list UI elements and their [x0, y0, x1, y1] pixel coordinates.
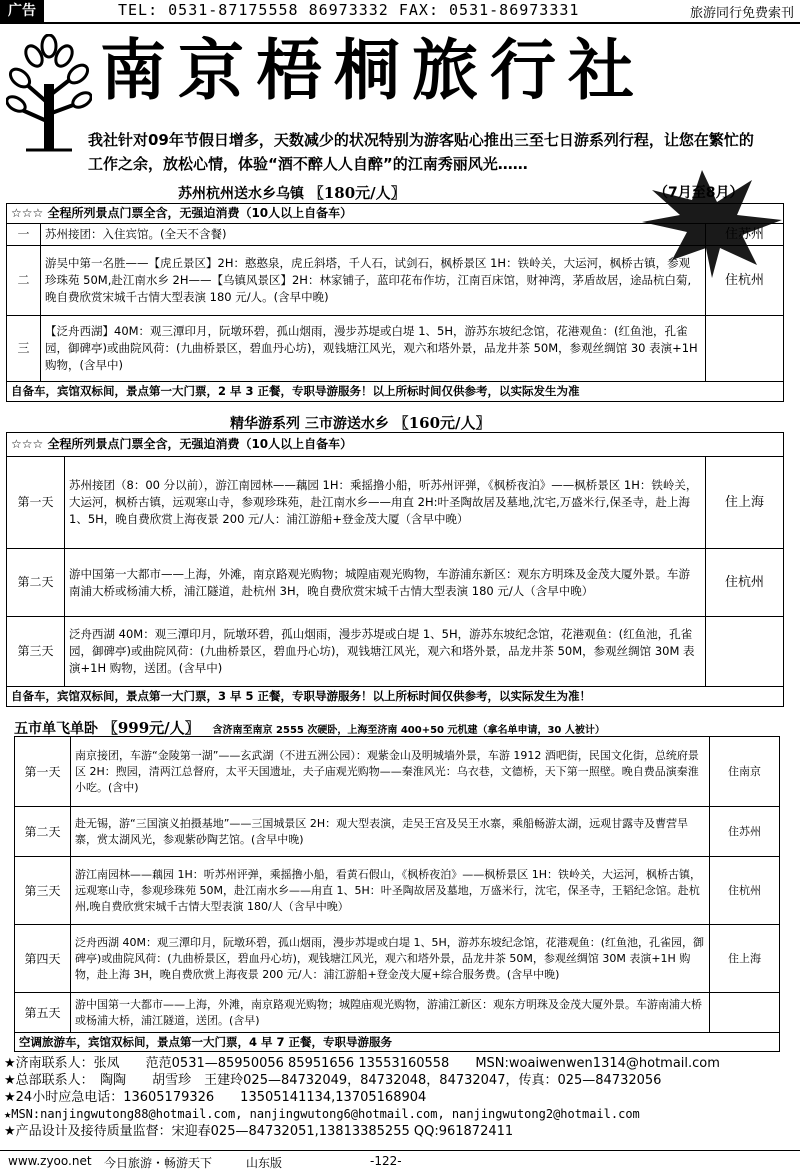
day-label: 第三天 — [15, 857, 71, 925]
day-itinerary: 泛舟西湖 40M：观三潭印月，阮墩环碧，孤山烟雨，漫步苏堤或白堤 1、5H，游苏东坡纪念馆，花港观鱼：(红鱼池，孔雀园，御碑亭)或曲院风荷：(九曲桥景区，碧血丹心坊)，观钱塘江风光，观六和塔外景，品龙井茶 50M，参观丝绸馆 30M 表演+1H 购物，送团。(含早中) — [65, 617, 706, 687]
footer-line: ★24小时应急电话：13605179326 13505141134,13705168904 — [4, 1090, 427, 1105]
section1-note: 自备车，宾馆双标间，景点第一大门票，2 早 3 正餐，专职导游服务！以上所标时间仅供参考，以实际发生为准 — [7, 382, 784, 402]
day-label: 第三天 — [7, 617, 65, 687]
section1-price: 〖180元/人〗 — [308, 184, 406, 202]
top-bar — [0, 0, 800, 24]
day-stay — [706, 617, 784, 687]
table-row — [15, 737, 780, 807]
page-number: -122- — [370, 1154, 402, 1168]
section1-header: ☆☆☆ 全程所列景点门票全含，无强迫消费（10人以上自备车） — [7, 204, 784, 224]
day-label: 第四天 — [15, 925, 71, 993]
bottom-bar — [0, 1150, 800, 1172]
site-url: www.zyoo.net — [8, 1154, 92, 1168]
slogan: 今日旅游・畅游天下 — [104, 1156, 213, 1170]
day-itinerary: 苏州接团：入住宾馆。(全天不含餐) — [41, 224, 706, 246]
section3-price: 〖999元/人〗 — [102, 719, 200, 737]
day-itinerary: 【泛舟西湖】40M：观三潭印月，阮墩环碧，孤山烟雨，漫步苏堤或白堤 1、5H，游苏东坡纪念馆，花港观鱼：(红鱼池，孔雀园，御碑亭)或曲院风荷：(九曲桥景区，碧血丹心坊)，观钱塘江风光，观六和塔外景，品龙井茶 50M，参观丝绸馆 30 表演+1H 购物，(含早中) — [41, 316, 706, 382]
day-stay: 住苏州 — [710, 807, 780, 857]
header-contact: TEL: 0531-87175558 86973332 FAX: 0531-86973331 — [118, 1, 580, 19]
edition: 山东版 — [246, 1156, 283, 1170]
day-itinerary: 游中国第一大都市——上海，外滩，南京路观光购物；城隍庙观光购物，游浦江新区：观东方明珠及金茂大厦外景。车游南浦大桥或杨浦大桥，浦江隧道，送团。(含早) — [71, 993, 710, 1033]
section2-title-row — [230, 412, 491, 433]
section2-title: 精华游系列 三市游送水乡 — [230, 416, 389, 432]
section1-title: 苏州杭州送水乡乌镇 — [178, 186, 304, 202]
day-stay: 住苏州 — [706, 224, 784, 246]
table-row — [15, 925, 780, 993]
table-row — [7, 316, 784, 382]
table-row — [7, 549, 784, 617]
section1-title-row — [178, 182, 406, 203]
section3-note-line: 含济南至南京 2555 次硬卧，上海至济南 400+50 元机建（拿名单申请，30 人被计） — [212, 725, 605, 736]
day-label: 三 — [7, 316, 41, 382]
section2-price: 〖160元/人〗 — [393, 414, 491, 432]
section2-header: ☆☆☆ 全程所列景点门票全含，无强迫消费（10人以上自备车） — [7, 433, 784, 457]
section2-table — [6, 432, 784, 707]
table-row — [7, 224, 784, 246]
day-label: 二 — [7, 246, 41, 316]
day-itinerary: 泛舟西湖 40M：观三潭印月，阮墩环碧，孤山烟雨，漫步苏堤或白堤 1、5H，游苏东坡纪念馆，花港观鱼：(红鱼池，孔雀园，御碑亭)或曲院风荷：(九曲桥景区，碧血丹心坊)，观钱塘江风光，观六和塔外景，品龙井茶 50M，参观丝绸馆 30M 表演+1H 购物，赴上海 3H，晚自费欣赏上海夜景 200 元/人：浦江游船+登金茂大厦+综合服务费。(含早中晚) — [71, 925, 710, 993]
day-label: 一 — [7, 224, 41, 246]
day-itinerary: 南京接团，车游“金陵第一湖”——玄武湖（不进五洲公园）：观紫金山及明城墙外景，车游 1912 酒吧街，民国文化街，总统府景区 2H：煦园，清两江总督府，太平天国遗址，夫子庙观光购物——秦淮风光：乌衣巷，文德桥，天下第一照壁。晚自费品演秦淮小吃。(含中) — [71, 737, 710, 807]
day-itinerary: 游吴中第一名胜——【虎丘景区】2H：憨憨泉，虎丘斜塔，千人石，试剑石，枫桥景区 1H：铁岭关，大运河，枫桥古镇，参观珍珠苑 50M,赴江南水乡 2H——【乌镇风景区】2H：林家铺子，蓝印花布作坊，江南百床馆，财神湾，茅盾故居，途品杭白菊,晚自费欣赏宋城千古情大型表演 180 元/人。(含早中晚) — [41, 246, 706, 316]
contact-footer — [4, 1055, 794, 1140]
section3-note: 空调旅游车，宾馆双标间，景点第一大门票，4 早 7 正餐，专职导游服务 — [15, 1033, 780, 1052]
table-row — [15, 857, 780, 925]
section3-title: 五市单飞单卧 — [14, 721, 98, 737]
day-label: 第五天 — [15, 993, 71, 1033]
day-label: 第一天 — [15, 737, 71, 807]
day-stay: 住南京 — [710, 737, 780, 807]
header-right-label: 旅游同行免费索刊 — [689, 6, 794, 21]
tree-logo-icon — [6, 34, 92, 154]
table-row — [7, 617, 784, 687]
day-label: 第二天 — [15, 807, 71, 857]
day-stay: 住上海 — [710, 925, 780, 993]
section2-note: 自备车，宾馆双标间，景点第一大门票，3 早 5 正餐，专职导游服务！以上所标时间仅供参考，以实际发生为准！ — [7, 687, 784, 707]
day-stay — [706, 316, 784, 382]
day-label: 第一天 — [7, 457, 65, 549]
day-stay: 住杭州 — [710, 857, 780, 925]
ad-tag: 广告 — [0, 0, 44, 22]
section1-table — [6, 203, 784, 402]
day-stay: 住上海 — [706, 457, 784, 549]
footer-line: ★产品设计及接待质量监督：宋迎春025—84732051,13813385255 QQ:961872411 — [4, 1124, 514, 1139]
table-row — [15, 993, 780, 1033]
company-intro: 我社针对09年节假日增多，天数减少的状况特别为游客贴心推出三至七日游系列行程，让您在繁忙的工作之余，放松心情，体验“酒不醉人人自醉”的江南秀丽风光…… — [88, 131, 754, 173]
footer-line: ★MSN:nanjingwutong88@hotmail.com, nanjingwutong6@hotmail.com, nanjingwutong2@hotmail.com — [4, 1107, 640, 1121]
footer-line: ★总部联系人： 陶陶 胡雪珍 王建玲025—84732049，84732048，84732047，传真：025—84732056 — [4, 1073, 662, 1088]
table-row — [7, 246, 784, 316]
day-itinerary: 游江南园林——藕园 1H：听苏州评弹，乘摇撸小船，看黄石假山，《枫桥夜泊》——枫桥景区 1H：铁岭关，大运河，枫桥古镇，远观寒山寺，参观珍珠苑 50M，赴江南水乡——甪直 1、5H：叶圣陶故居及墓地，万盛米行，沈宅，保圣寺，王韬纪念馆。赴杭州,晚自费欣赏宋城千古情大型表演 180/人（含早中晚） — [71, 857, 710, 925]
table-row — [15, 807, 780, 857]
day-stay: 住杭州 — [706, 246, 784, 316]
company-title: 南京梧桐旅行社 — [100, 31, 646, 109]
table-row — [7, 457, 784, 549]
section1-dates: （7月至8月） — [654, 185, 744, 201]
day-label: 第二天 — [7, 549, 65, 617]
day-itinerary: 赴无锡，游“三国演义拍摄基地”——三国城景区 2H：观大型表演，走吴王宫及吴王水寨，乘船畅游太湖，远观甘露寺及曹营旱寨，赏太湖风光，参观紫砂陶艺馆。(含早中晚) — [71, 807, 710, 857]
footer-line: ★济南联系人：张凤 范范0531—85950056 85951656 13553160558 MSN:woaiwenwen1314@hotmail.com — [4, 1056, 720, 1071]
section3-title-row — [14, 717, 605, 738]
day-itinerary: 苏州接团（8：00 分以前），游江南园林——藕园 1H：乘摇撸小船，听苏州评弹，《枫桥夜泊》——枫桥景区 1H：铁岭关，大运河，枫桥古镇，远观寒山寺，参观珍珠苑，赴江南水乡——甪直 2H:叶圣陶故居及墓地,沈宅,万盛米行,保圣寺，赴上海 1、5H，晚自费欣赏上海夜景 200 元/人：浦江游船+登金茂大厦（含早中晚） — [65, 457, 706, 549]
day-itinerary: 游中国第一大都市——上海，外滩，南京路观光购物；城隍庙观光购物，车游浦东新区：观东方明珠及金茂大厦外景。车游南浦大桥或杨浦大桥，浦江隧道，赴杭州 3H，晚自费欣赏宋城千古情大型表演 180 元/人（含早中晚） — [65, 549, 706, 617]
day-stay — [710, 993, 780, 1033]
section3-table — [14, 736, 780, 1052]
day-stay: 住杭州 — [706, 549, 784, 617]
